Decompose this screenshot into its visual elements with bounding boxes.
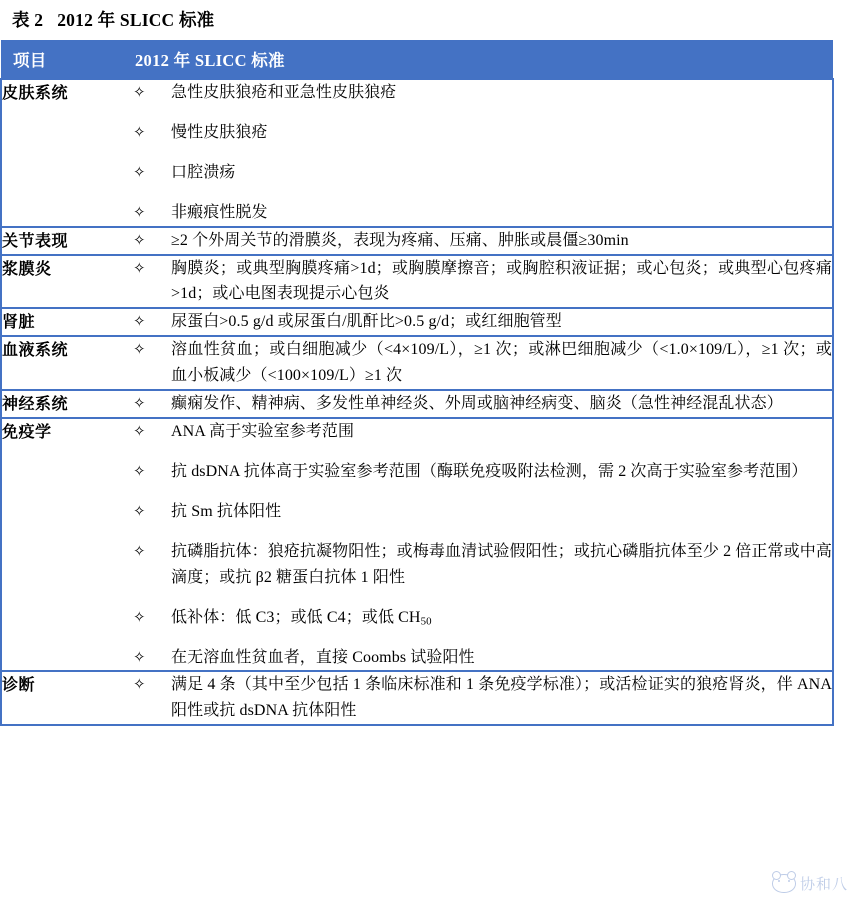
table-row — [1, 308, 833, 336]
criteria-bullet-text: ANA 高于实验室参考范围 — [171, 422, 355, 440]
criteria-bullet-text: ≥2 个外周关节的滑膜炎，表现为疼痛、压痛、肿胀或晨僵≥30min — [171, 231, 629, 249]
diamond-bullet-icon: ✧ — [133, 340, 146, 359]
diamond-bullet-icon: ✧ — [133, 394, 146, 413]
criteria-bullet-item — [131, 459, 832, 485]
row-item-label: 浆膜炎 — [1, 255, 131, 309]
criteria-bullet-list — [131, 256, 832, 308]
diamond-bullet-icon: ✧ — [133, 501, 146, 520]
criteria-bullet-text: 急性皮肤狼疮和亚急性皮肤狼疮 — [171, 84, 397, 101]
mascot-icon — [772, 874, 796, 893]
criteria-bullet-list — [131, 80, 832, 226]
criteria-bullet-list — [131, 419, 832, 670]
row-criteria-cell — [131, 418, 833, 671]
row-criteria-cell — [131, 227, 833, 255]
criteria-bullet-item — [131, 419, 832, 445]
mascot-ear-right-icon — [787, 871, 796, 880]
column-header-item: 项目 — [1, 40, 131, 79]
criteria-bullet-text: 抗 dsDNA 抗体高于实验室参考范围（酶联免疫吸附法检测，需 2 次高于实验室参考范围） — [171, 462, 808, 480]
row-item-label: 皮肤系统 — [1, 79, 131, 227]
criteria-bullet-list — [131, 672, 832, 724]
diamond-bullet-icon: ✧ — [133, 230, 146, 249]
table-data-rows — [1, 79, 833, 725]
criteria-bullet-text: 低补体：低 C3；或低 C4；或低 $CH_{50}$ — [171, 608, 432, 627]
criteria-bullet-text: 溶血性贫血；或白细胞减少（<4×109/L），≥1 次；或淋巴细胞减少（<1.0×109/L），≥1 次；或血小板减少（<100×109/L）≥1 次 — [171, 341, 832, 385]
row-item-label: 诊断 — [1, 671, 131, 725]
table-row — [1, 418, 833, 671]
criteria-bullet-item — [131, 645, 832, 671]
criteria-bullet-item — [131, 539, 832, 591]
table-row — [1, 336, 833, 390]
criteria-bullet-list — [131, 228, 832, 254]
diamond-bullet-icon: ✧ — [133, 647, 146, 666]
table-row — [1, 390, 833, 418]
criteria-bullet-text: 口腔溃疡 — [171, 163, 236, 181]
criteria-bullet-text: 在无溶血性贫血者，直接 Coombs 试验阳性 — [171, 648, 475, 666]
column-header-criteria: 2012 年 SLICC 标准 — [131, 40, 833, 79]
table-caption-title: 2012 年 SLICC 标准 — [57, 10, 215, 30]
row-criteria-cell — [131, 255, 833, 309]
criteria-bullet-item — [131, 391, 832, 417]
table-caption — [0, 0, 864, 40]
table-row — [1, 79, 833, 227]
diamond-bullet-icon: ✧ — [133, 258, 146, 277]
criteria-bullet-text: 胸膜炎；或典型胸膜疼痛>1d；或胸膜摩擦音；或胸腔积液证据；或心包炎；或典型心包疼痛>1d；或心电图表现提示心包炎 — [171, 259, 832, 303]
row-criteria-cell — [131, 671, 833, 725]
diamond-bullet-icon: ✧ — [133, 675, 146, 694]
row-item-label: 肾脏 — [1, 308, 131, 336]
watermark-text: 协和八 — [799, 877, 848, 893]
row-criteria-cell — [131, 336, 833, 390]
table-row — [1, 227, 833, 255]
criteria-bullet-text: 尿蛋白>0.5 g/d 或尿蛋白/肌酐比>0.5 g/d；或红细胞管型 — [171, 313, 562, 331]
criteria-bullet-item — [131, 499, 832, 525]
diamond-bullet-icon: ✧ — [133, 312, 146, 331]
watermark — [772, 873, 848, 894]
diamond-bullet-icon: ✧ — [133, 162, 146, 181]
criteria-bullet-item — [131, 160, 832, 186]
criteria-bullet-item — [131, 80, 832, 106]
criteria-bullet-list — [131, 391, 832, 417]
criteria-bullet-text: 慢性皮肤狼疮 — [171, 123, 268, 141]
table-body — [1, 40, 833, 79]
criteria-bullet-text: 抗磷脂抗体：狼疮抗凝物阳性；或梅毒血清试验假阳性；或抗心磷脂抗体至少 2 倍正常或中高滴度；或抗 β2 糖蛋白抗体 1 阳性 — [171, 542, 832, 586]
criteria-bullet-item — [131, 120, 832, 146]
diamond-bullet-icon: ✧ — [133, 607, 146, 626]
criteria-bullet-list — [131, 309, 832, 335]
diamond-bullet-icon: ✧ — [133, 541, 146, 560]
criteria-bullet-text: 满足 4 条（其中至少包括 1 条临床标准和 1 条免疫学标准）；或活检证实的狼疮肾炎，伴 ANA 阳性或抗 dsDNA 抗体阳性 — [171, 676, 832, 720]
mascot-ear-left-icon — [772, 871, 781, 880]
criteria-bullet-item — [131, 605, 832, 631]
diamond-bullet-icon: ✧ — [133, 83, 146, 101]
diamond-bullet-icon: ✧ — [133, 122, 146, 141]
table-row — [1, 671, 833, 725]
criteria-bullet-item — [131, 200, 832, 226]
row-criteria-cell — [131, 390, 833, 418]
criteria-bullet-item — [131, 228, 832, 254]
row-criteria-cell — [131, 79, 833, 227]
criteria-bullet-text: 抗 Sm 抗体阳性 — [171, 502, 282, 520]
table-caption-label: 表 2 — [12, 10, 44, 30]
diamond-bullet-icon: ✧ — [133, 202, 146, 221]
criteria-bullet-item — [131, 672, 832, 724]
criteria-bullet-text: 非瘢痕性脱发 — [171, 203, 268, 221]
criteria-bullet-item — [131, 309, 832, 335]
row-item-label: 神经系统 — [1, 390, 131, 418]
row-item-label: 免疫学 — [1, 418, 131, 671]
criteria-bullet-text: 癫痫发作、精神病、多发性单神经炎、外周或脑神经病变、脑炎（急性神经混乱状态） — [171, 395, 783, 413]
diamond-bullet-icon: ✧ — [133, 421, 146, 440]
slicc-criteria-table — [0, 40, 834, 726]
row-item-label: 关节表现 — [1, 227, 131, 255]
row-criteria-cell — [131, 308, 833, 336]
row-item-label: 血液系统 — [1, 336, 131, 390]
criteria-bullet-item — [131, 256, 832, 308]
table-row — [1, 255, 833, 309]
table-header-row — [1, 40, 833, 79]
criteria-bullet-list — [131, 337, 832, 389]
criteria-bullet-item — [131, 337, 832, 389]
diamond-bullet-icon: ✧ — [133, 461, 146, 480]
